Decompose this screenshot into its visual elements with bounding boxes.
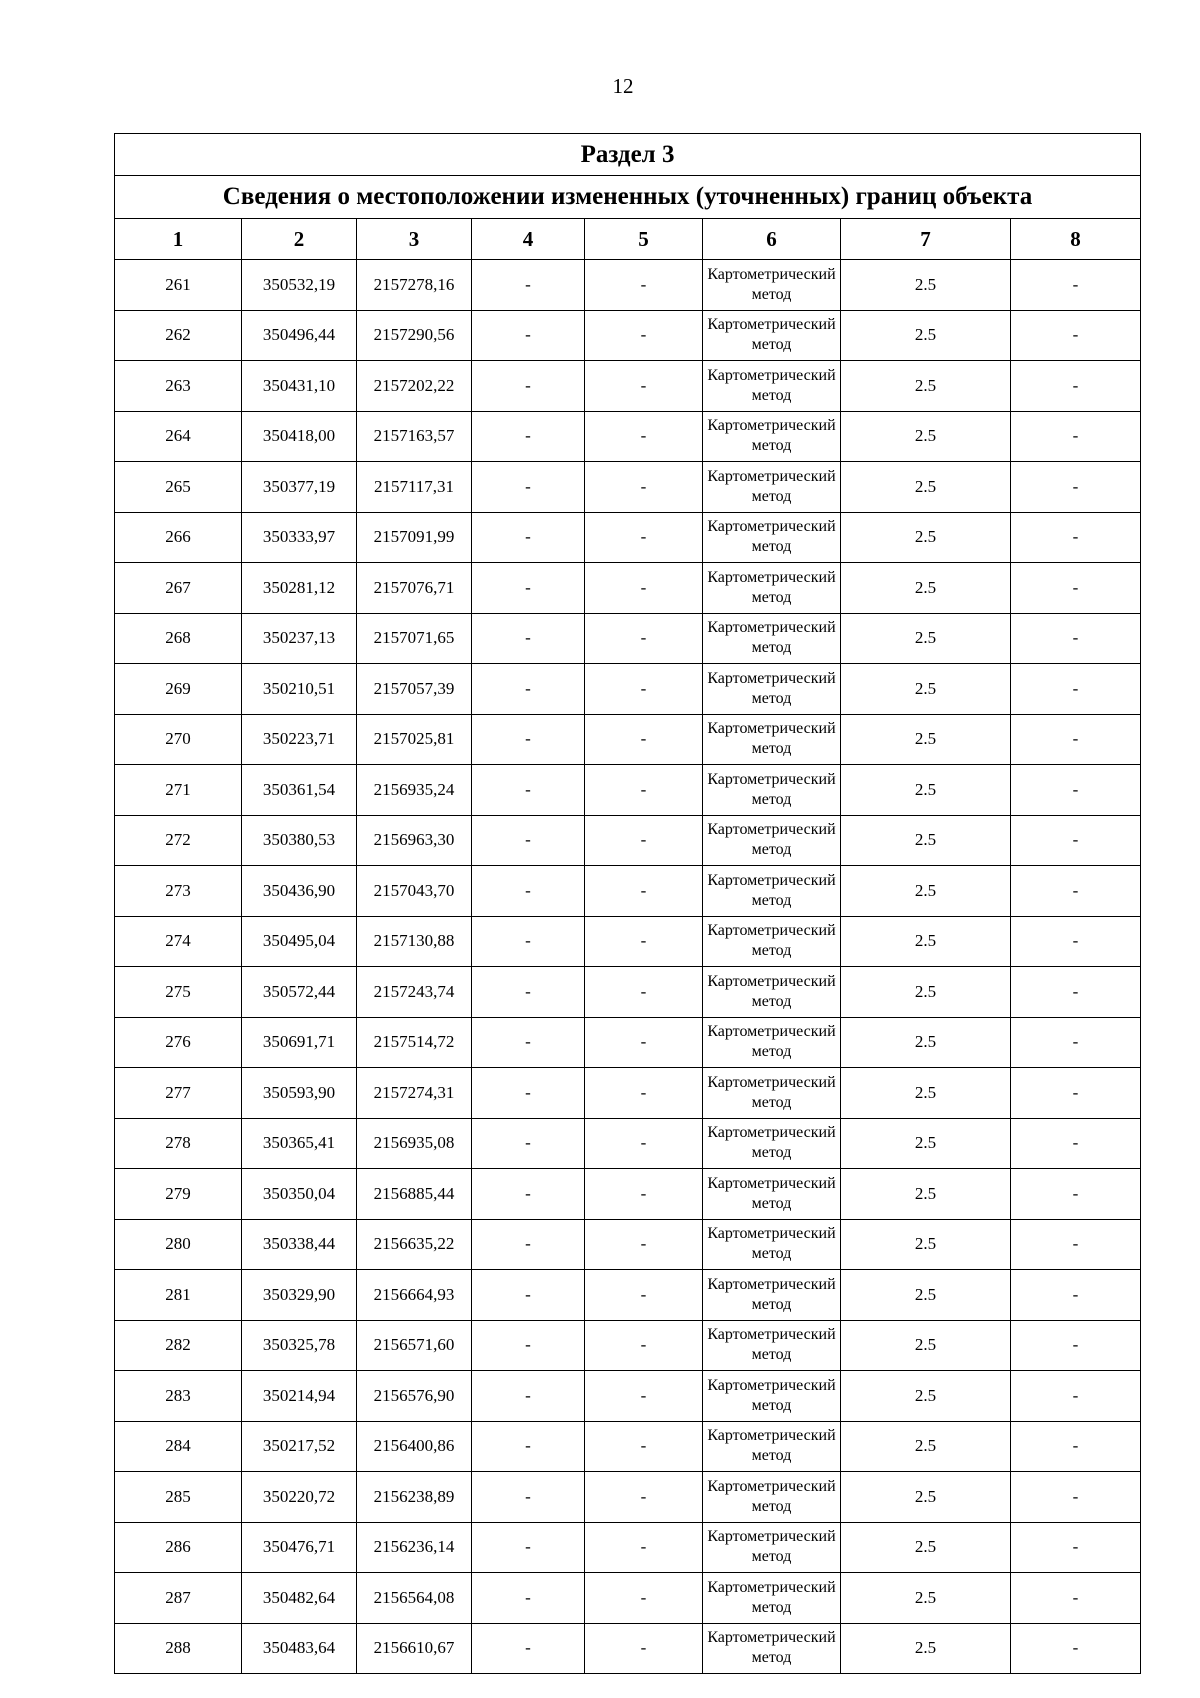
y-coordinate-cell: 2157163,57 [357,411,472,462]
point-number-cell: 274 [115,916,242,967]
col5-cell: - [585,916,703,967]
col4-cell: - [472,916,585,967]
table-row [115,664,1141,715]
accuracy-cell: 2.5 [841,1320,1011,1371]
column-header: 1 [115,219,242,260]
col8-cell: - [1011,1472,1141,1523]
point-number-cell: 286 [115,1522,242,1573]
accuracy-cell: 2.5 [841,1068,1011,1119]
x-coordinate-cell: 350532,19 [242,260,357,311]
point-number-cell: 275 [115,967,242,1018]
method-cell: Картометрический метод [703,1320,841,1371]
col8-cell: - [1011,260,1141,311]
table-row [115,1270,1141,1321]
col5-cell: - [585,1219,703,1270]
col8-cell: - [1011,1219,1141,1270]
accuracy-cell: 2.5 [841,714,1011,765]
table-row [115,563,1141,614]
x-coordinate-cell: 350365,41 [242,1118,357,1169]
point-number-cell: 277 [115,1068,242,1119]
accuracy-cell: 2.5 [841,664,1011,715]
point-number-cell: 282 [115,1320,242,1371]
column-header: 8 [1011,219,1141,260]
y-coordinate-cell: 2156571,60 [357,1320,472,1371]
col8-cell: - [1011,765,1141,816]
col4-cell: - [472,1371,585,1422]
y-coordinate-cell: 2156400,86 [357,1421,472,1472]
y-coordinate-cell: 2157290,56 [357,310,472,361]
col5-cell: - [585,512,703,563]
point-number-cell: 269 [115,664,242,715]
col4-cell: - [472,1320,585,1371]
accuracy-cell: 2.5 [841,411,1011,462]
x-coordinate-cell: 350220,72 [242,1472,357,1523]
col8-cell: - [1011,967,1141,1018]
table-row [115,613,1141,664]
point-number-cell: 266 [115,512,242,563]
y-coordinate-cell: 2157117,31 [357,462,472,513]
x-coordinate-cell: 350418,00 [242,411,357,462]
x-coordinate-cell: 350329,90 [242,1270,357,1321]
col8-cell: - [1011,613,1141,664]
accuracy-cell: 2.5 [841,462,1011,513]
point-number-cell: 273 [115,866,242,917]
col5-cell: - [585,765,703,816]
col4-cell: - [472,1623,585,1674]
method-cell: Картометрический метод [703,1017,841,1068]
table-row [115,1573,1141,1624]
table-row [115,361,1141,412]
col8-cell: - [1011,866,1141,917]
y-coordinate-cell: 2157071,65 [357,613,472,664]
method-cell: Картометрический метод [703,613,841,664]
col8-cell: - [1011,1421,1141,1472]
method-cell: Картометрический метод [703,815,841,866]
method-cell: Картометрический метод [703,361,841,412]
col4-cell: - [472,260,585,311]
col8-cell: - [1011,1573,1141,1624]
x-coordinate-cell: 350214,94 [242,1371,357,1422]
y-coordinate-cell: 2156564,08 [357,1573,472,1624]
col4-cell: - [472,815,585,866]
method-cell: Картометрический метод [703,664,841,715]
accuracy-cell: 2.5 [841,260,1011,311]
col5-cell: - [585,613,703,664]
col8-cell: - [1011,714,1141,765]
table-row [115,1169,1141,1220]
accuracy-cell: 2.5 [841,866,1011,917]
col8-cell: - [1011,1623,1141,1674]
table-row [115,1522,1141,1573]
accuracy-cell: 2.5 [841,815,1011,866]
x-coordinate-cell: 350333,97 [242,512,357,563]
x-coordinate-cell: 350210,51 [242,664,357,715]
column-header: 4 [472,219,585,260]
point-number-cell: 283 [115,1371,242,1422]
method-cell: Картометрический метод [703,967,841,1018]
col5-cell: - [585,1017,703,1068]
point-number-cell: 287 [115,1573,242,1624]
col8-cell: - [1011,664,1141,715]
col5-cell: - [585,1118,703,1169]
x-coordinate-cell: 350436,90 [242,866,357,917]
col4-cell: - [472,866,585,917]
accuracy-cell: 2.5 [841,1522,1011,1573]
y-coordinate-cell: 2157243,74 [357,967,472,1018]
col4-cell: - [472,1522,585,1573]
point-number-cell: 279 [115,1169,242,1220]
y-coordinate-cell: 2157278,16 [357,260,472,311]
y-coordinate-cell: 2157514,72 [357,1017,472,1068]
x-coordinate-cell: 350593,90 [242,1068,357,1119]
method-cell: Картометрический метод [703,462,841,513]
x-coordinate-cell: 350431,10 [242,361,357,412]
table-row [115,765,1141,816]
method-cell: Картометрический метод [703,1623,841,1674]
col5-cell: - [585,563,703,614]
accuracy-cell: 2.5 [841,1623,1011,1674]
col4-cell: - [472,1421,585,1472]
col4-cell: - [472,563,585,614]
col4-cell: - [472,1573,585,1624]
point-number-cell: 268 [115,613,242,664]
column-header: 6 [703,219,841,260]
col5-cell: - [585,1270,703,1321]
col5-cell: - [585,1522,703,1573]
col4-cell: - [472,512,585,563]
accuracy-cell: 2.5 [841,563,1011,614]
point-number-cell: 280 [115,1219,242,1270]
point-number-cell: 265 [115,462,242,513]
table-row [115,462,1141,513]
x-coordinate-cell: 350377,19 [242,462,357,513]
col5-cell: - [585,260,703,311]
method-cell: Картометрический метод [703,411,841,462]
col8-cell: - [1011,1320,1141,1371]
y-coordinate-cell: 2156576,90 [357,1371,472,1422]
col5-cell: - [585,1371,703,1422]
col8-cell: - [1011,1270,1141,1321]
method-cell: Картометрический метод [703,765,841,816]
accuracy-cell: 2.5 [841,1472,1011,1523]
method-cell: Картометрический метод [703,563,841,614]
col5-cell: - [585,967,703,1018]
x-coordinate-cell: 350237,13 [242,613,357,664]
column-header: 7 [841,219,1011,260]
col5-cell: - [585,1623,703,1674]
table-row [115,916,1141,967]
col8-cell: - [1011,411,1141,462]
col4-cell: - [472,1472,585,1523]
x-coordinate-cell: 350380,53 [242,815,357,866]
y-coordinate-cell: 2157057,39 [357,664,472,715]
col4-cell: - [472,361,585,412]
col5-cell: - [585,411,703,462]
accuracy-cell: 2.5 [841,1219,1011,1270]
table-row [115,866,1141,917]
table-row [115,411,1141,462]
col5-cell: - [585,1068,703,1119]
x-coordinate-cell: 350361,54 [242,765,357,816]
method-cell: Картометрический метод [703,1068,841,1119]
point-number-cell: 285 [115,1472,242,1523]
col4-cell: - [472,1219,585,1270]
table-row [115,512,1141,563]
method-cell: Картометрический метод [703,1472,841,1523]
col5-cell: - [585,310,703,361]
column-header: 3 [357,219,472,260]
method-cell: Картометрический метод [703,1573,841,1624]
col4-cell: - [472,1118,585,1169]
y-coordinate-cell: 2157130,88 [357,916,472,967]
y-coordinate-cell: 2156963,30 [357,815,472,866]
method-cell: Картометрический метод [703,1421,841,1472]
method-cell: Картометрический метод [703,1371,841,1422]
col4-cell: - [472,765,585,816]
column-header-row [115,219,1141,260]
table-row [115,1623,1141,1674]
column-header: 5 [585,219,703,260]
col8-cell: - [1011,310,1141,361]
y-coordinate-cell: 2157091,99 [357,512,472,563]
point-number-cell: 276 [115,1017,242,1068]
y-coordinate-cell: 2156238,89 [357,1472,472,1523]
point-number-cell: 278 [115,1118,242,1169]
accuracy-cell: 2.5 [841,1371,1011,1422]
accuracy-cell: 2.5 [841,613,1011,664]
method-cell: Картометрический метод [703,310,841,361]
accuracy-cell: 2.5 [841,1017,1011,1068]
col8-cell: - [1011,1169,1141,1220]
section-title: Раздел 3 [115,134,1141,176]
table-row [115,1219,1141,1270]
method-cell: Картометрический метод [703,512,841,563]
col8-cell: - [1011,563,1141,614]
x-coordinate-cell: 350496,44 [242,310,357,361]
col4-cell: - [472,967,585,1018]
table-row [115,1371,1141,1422]
col4-cell: - [472,664,585,715]
x-coordinate-cell: 350482,64 [242,1573,357,1624]
col4-cell: - [472,613,585,664]
accuracy-cell: 2.5 [841,310,1011,361]
col5-cell: - [585,1320,703,1371]
accuracy-cell: 2.5 [841,967,1011,1018]
y-coordinate-cell: 2157076,71 [357,563,472,614]
table-row [115,714,1141,765]
table-row [115,1068,1141,1119]
method-cell: Картометрический метод [703,260,841,311]
accuracy-cell: 2.5 [841,361,1011,412]
table-row [115,310,1141,361]
point-number-cell: 263 [115,361,242,412]
accuracy-cell: 2.5 [841,1118,1011,1169]
col5-cell: - [585,866,703,917]
y-coordinate-cell: 2156664,93 [357,1270,472,1321]
table-row [115,1320,1141,1371]
point-number-cell: 281 [115,1270,242,1321]
accuracy-cell: 2.5 [841,1573,1011,1624]
point-number-cell: 267 [115,563,242,614]
col5-cell: - [585,664,703,715]
x-coordinate-cell: 350350,04 [242,1169,357,1220]
y-coordinate-cell: 2157025,81 [357,714,472,765]
method-cell: Картометрический метод [703,916,841,967]
method-cell: Картометрический метод [703,866,841,917]
table-row [115,815,1141,866]
x-coordinate-cell: 350495,04 [242,916,357,967]
col8-cell: - [1011,916,1141,967]
col8-cell: - [1011,1371,1141,1422]
col8-cell: - [1011,1068,1141,1119]
x-coordinate-cell: 350476,71 [242,1522,357,1573]
col8-cell: - [1011,512,1141,563]
accuracy-cell: 2.5 [841,765,1011,816]
x-coordinate-cell: 350338,44 [242,1219,357,1270]
accuracy-cell: 2.5 [841,916,1011,967]
y-coordinate-cell: 2156935,08 [357,1118,472,1169]
x-coordinate-cell: 350217,52 [242,1421,357,1472]
x-coordinate-cell: 350281,12 [242,563,357,614]
col8-cell: - [1011,1522,1141,1573]
col4-cell: - [472,1270,585,1321]
col5-cell: - [585,1573,703,1624]
page-number: 12 [612,74,634,98]
method-cell: Картометрический метод [703,1219,841,1270]
col5-cell: - [585,1472,703,1523]
col4-cell: - [472,714,585,765]
col8-cell: - [1011,361,1141,412]
col8-cell: - [1011,1017,1141,1068]
point-number-cell: 284 [115,1421,242,1472]
col4-cell: - [472,462,585,513]
col5-cell: - [585,361,703,412]
table-row [115,1118,1141,1169]
accuracy-cell: 2.5 [841,1169,1011,1220]
x-coordinate-cell: 350572,44 [242,967,357,1018]
y-coordinate-cell: 2157274,31 [357,1068,472,1119]
point-number-cell: 272 [115,815,242,866]
col8-cell: - [1011,815,1141,866]
point-number-cell: 270 [115,714,242,765]
table-row [115,967,1141,1018]
accuracy-cell: 2.5 [841,1270,1011,1321]
x-coordinate-cell: 350483,64 [242,1623,357,1674]
col4-cell: - [472,310,585,361]
col4-cell: - [472,411,585,462]
col5-cell: - [585,714,703,765]
col4-cell: - [472,1169,585,1220]
y-coordinate-cell: 2156885,44 [357,1169,472,1220]
method-cell: Картометрический метод [703,1118,841,1169]
y-coordinate-cell: 2156236,14 [357,1522,472,1573]
y-coordinate-cell: 2157043,70 [357,866,472,917]
y-coordinate-cell: 2157202,22 [357,361,472,412]
col5-cell: - [585,815,703,866]
col5-cell: - [585,462,703,513]
col5-cell: - [585,1421,703,1472]
method-cell: Картометрический метод [703,714,841,765]
point-number-cell: 288 [115,1623,242,1674]
accuracy-cell: 2.5 [841,1421,1011,1472]
column-header: 2 [242,219,357,260]
table-body [115,260,1141,1674]
col8-cell: - [1011,462,1141,513]
x-coordinate-cell: 350223,71 [242,714,357,765]
section-subtitle: Сведения о местоположении измененных (уточненных) границ объекта [115,176,1141,219]
method-cell: Картометрический метод [703,1169,841,1220]
method-cell: Картометрический метод [703,1522,841,1573]
y-coordinate-cell: 2156635,22 [357,1219,472,1270]
x-coordinate-cell: 350325,78 [242,1320,357,1371]
coordinates-table [114,133,1141,1674]
col4-cell: - [472,1017,585,1068]
method-cell: Картометрический метод [703,1270,841,1321]
accuracy-cell: 2.5 [841,512,1011,563]
point-number-cell: 271 [115,765,242,816]
col5-cell: - [585,1169,703,1220]
col8-cell: - [1011,1118,1141,1169]
col4-cell: - [472,1068,585,1119]
y-coordinate-cell: 2156935,24 [357,765,472,816]
point-number-cell: 264 [115,411,242,462]
table-row [115,260,1141,311]
table-row [115,1017,1141,1068]
point-number-cell: 261 [115,260,242,311]
y-coordinate-cell: 2156610,67 [357,1623,472,1674]
table-row [115,1472,1141,1523]
x-coordinate-cell: 350691,71 [242,1017,357,1068]
point-number-cell: 262 [115,310,242,361]
table-row [115,1421,1141,1472]
